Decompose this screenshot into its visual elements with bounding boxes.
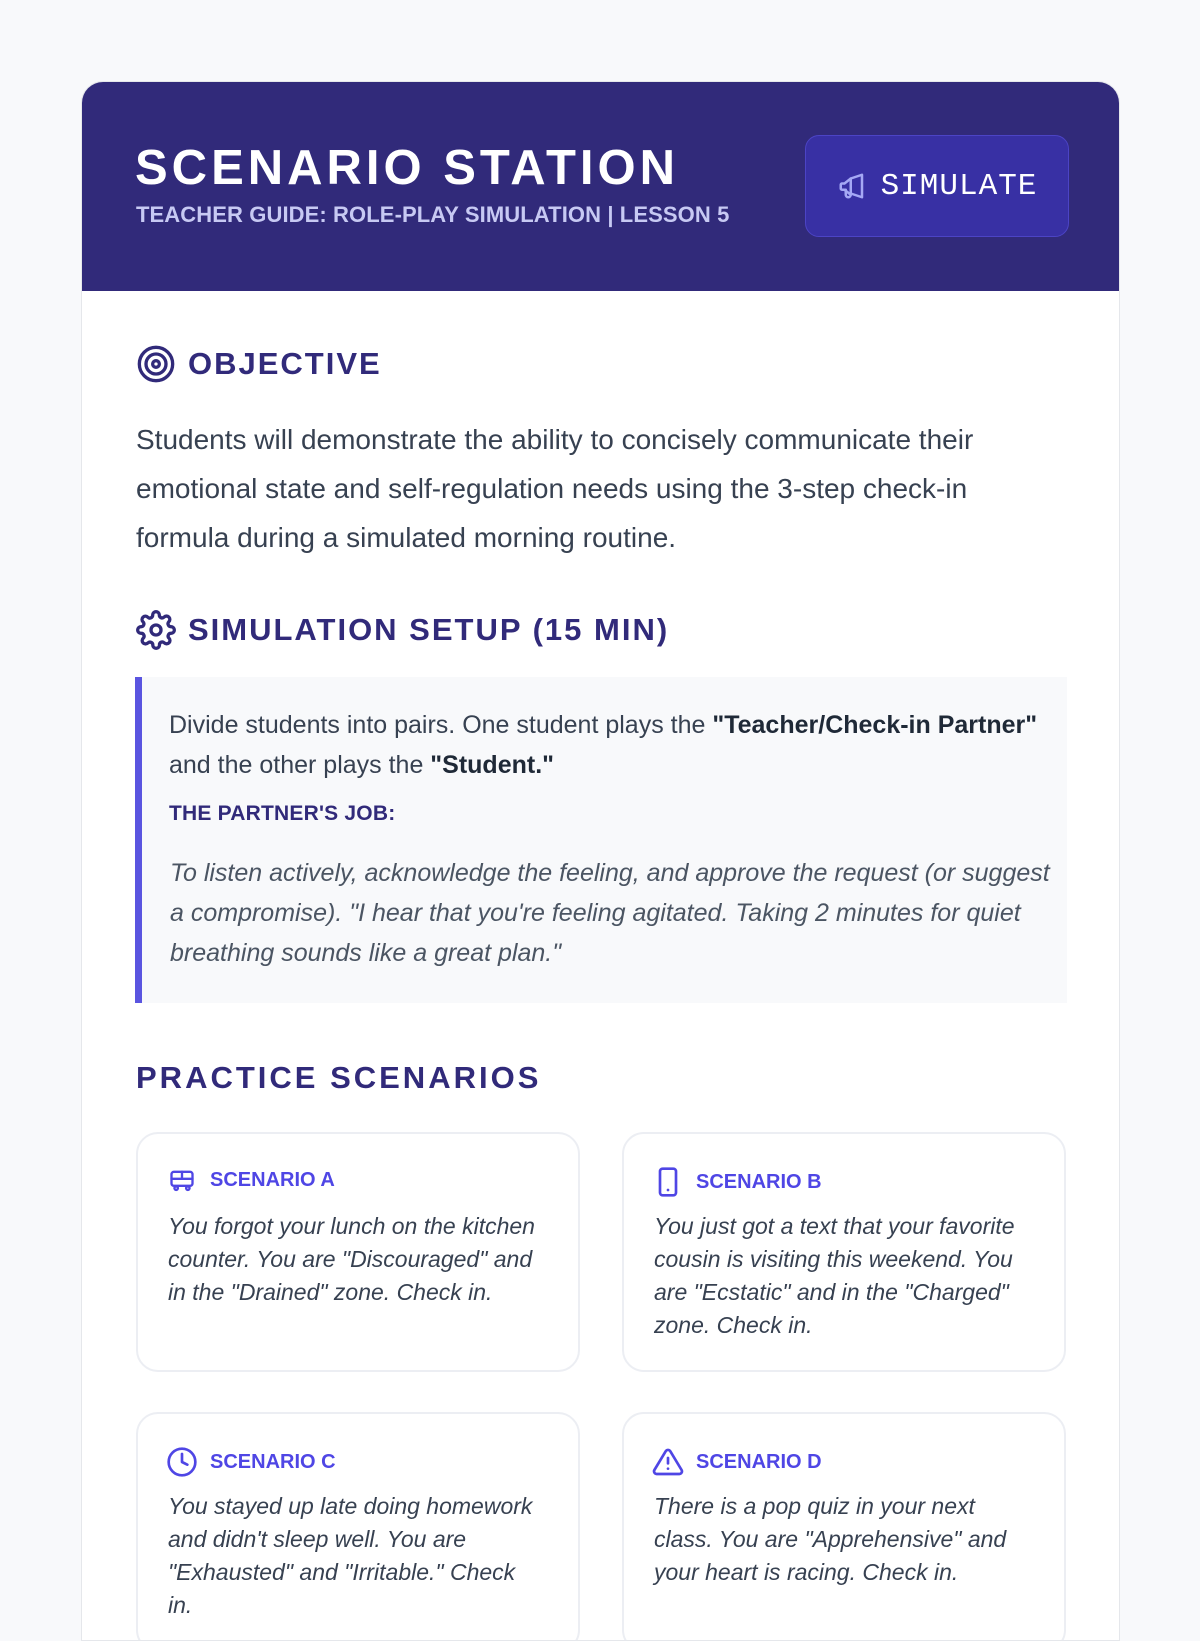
scenario-text: There is a pop quiz in your next class. You are "Apprehensive" and your heart is racing. Check in. [654, 1493, 1007, 1585]
objective-heading [136, 344, 382, 384]
page-title: SCENARIO STATION [135, 141, 680, 195]
clock-icon [166, 1446, 198, 1478]
warning-icon [652, 1446, 684, 1478]
scenario-card-c [136, 1412, 580, 1641]
setup-intro-part: and the other plays the [169, 751, 431, 779]
partner-role: "Teacher/Check-in Partner" [712, 711, 1038, 739]
objective-heading-text: OBJECTIVE [188, 346, 382, 381]
page-subtitle: TEACHER GUIDE: ROLE-PLAY SIMULATION | LESSON 5 [136, 202, 730, 227]
target-icon [136, 344, 176, 384]
scenario-card-d [622, 1412, 1066, 1641]
simulate-button[interactable] [805, 135, 1069, 237]
scenario-header [652, 1446, 822, 1478]
scenario-label: SCENARIO A [210, 1168, 335, 1191]
scenario-header [652, 1166, 822, 1198]
lesson-card [81, 81, 1120, 1641]
setup-intro [169, 705, 1049, 785]
scenario-label: SCENARIO C [210, 1450, 336, 1473]
megaphone-icon [837, 171, 867, 201]
practice-heading: PRACTICE SCENARIOS [136, 1060, 542, 1095]
setup-intro-part: Divide students into pairs. One student plays the [169, 711, 713, 739]
partner-job-text: To listen actively, acknowledge the feeling, and approve the request (or suggest a compromise). "I hear that you're feeling agitated. Taking 2 minutes for quiet breathing sounds like a great plan." [170, 859, 1050, 967]
scenario-text: You stayed up late doing homework and didn't sleep well. You are "Exhausted" and "Irritable." Check in. [168, 1493, 533, 1618]
partner-job-label: THE PARTNER'S JOB: [169, 802, 396, 825]
scenario-header [166, 1446, 336, 1478]
setup-heading-text: SIMULATION SETUP (15 MIN) [188, 612, 670, 647]
objective-text: Students will demonstrate the ability to concisely communicate their emotional state and self-regulation needs using the 3-step check-in formula during a simulated morning routine. [136, 424, 974, 553]
bus-icon [166, 1166, 198, 1194]
scenario-label: SCENARIO D [696, 1450, 822, 1473]
scenario-text: You just got a text that your favorite cousin is visiting this weekend. You are "Ecstatic" and in the "Charged" zone. Check in. [654, 1213, 1015, 1338]
scenario-card-a [136, 1132, 580, 1372]
scenario-label: SCENARIO B [696, 1170, 822, 1193]
gear-icon [136, 610, 176, 650]
setup-heading [136, 610, 669, 650]
scenario-card-b [622, 1132, 1066, 1372]
phone-icon [652, 1166, 684, 1198]
setup-callout [135, 677, 1067, 1003]
header [82, 82, 1119, 291]
scenario-header [166, 1166, 335, 1194]
scenario-text: You forgot your lunch on the kitchen counter. You are "Discouraged" and in the "Drained" zone. Check in. [168, 1213, 535, 1305]
student-role: "Student." [430, 751, 554, 779]
simulate-button-label: SIMULATE [880, 168, 1038, 204]
